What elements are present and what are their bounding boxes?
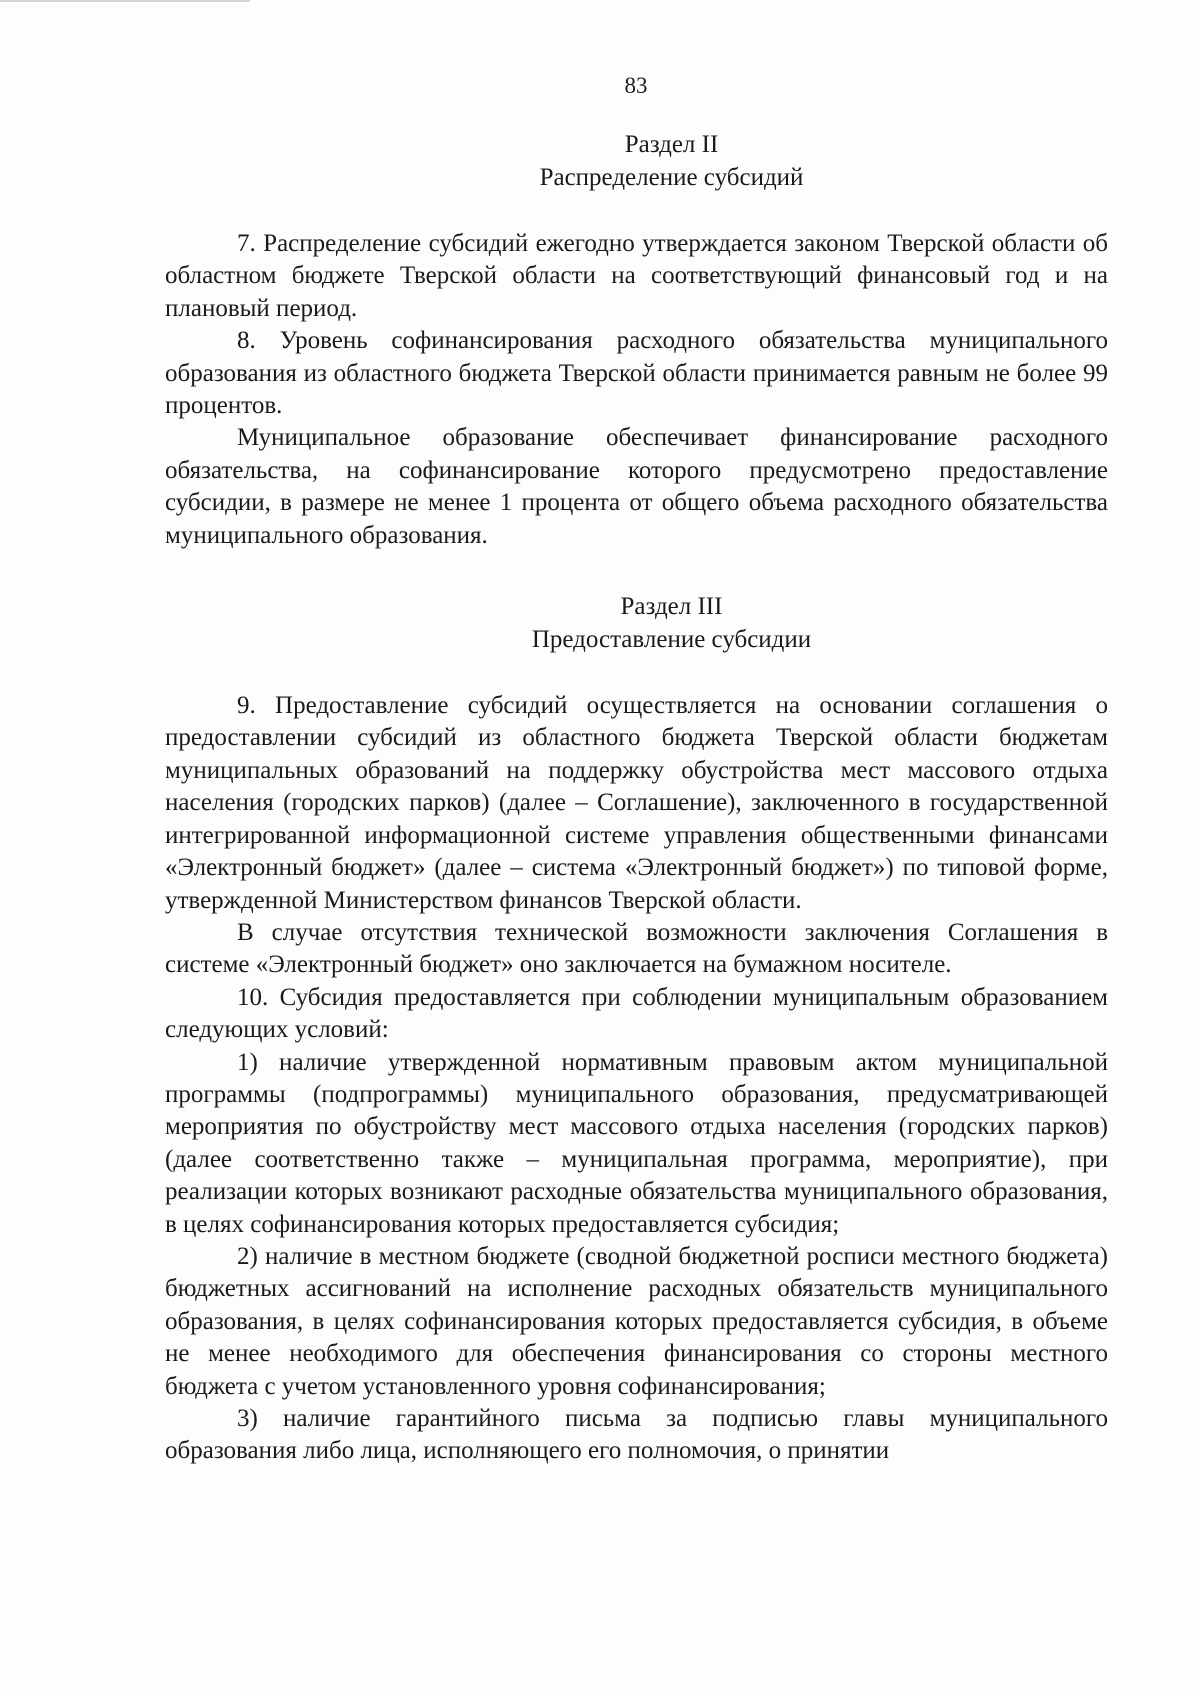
document-body — [165, 128, 1108, 1468]
section-3-header — [165, 590, 1108, 656]
page-number: 83 — [624, 73, 648, 98]
section-3-heading: Раздел III — [620, 593, 723, 621]
paragraph-8-cofinancing: Муниципальное образование обеспечивает финансирование расходного обязательства, на софинансирование которого предусмотрено предоставление субсидии, в размере не менее 1 процента от общего объема расходного обязательства муниципального образования. — [165, 424, 1108, 549]
condition-2: 2) наличие в местном бюджете (сводной бюджетной росписи местного бюджета) бюджетных ассигнований на исполнение расходных обязательств муниципального образования, в целях софинансирования которых предоставляется субсидия, в объеме не менее необходимого для обеспечения финансирования со стороны местного бюджета с учетом установленного уровня софинансирования; — [165, 1242, 1108, 1400]
section-3-body — [165, 690, 1108, 1468]
paragraph-9-paper: В случае отсутствия технической возможности заключения Соглашения в системе «Электронный бюджет» оно заключается на бумажном носителе. — [165, 918, 1108, 979]
paragraph-8: 8. Уровень софинансирования расходного обязательства муниципального образования из областного бюджета Тверской области принимается равным не более 99 процентов. — [165, 327, 1108, 420]
section-2-body — [165, 228, 1108, 552]
section-2-header — [165, 128, 1108, 194]
paragraph-7: 7. Распределение субсидий ежегодно утверждается законом Тверской области об областном бюджете Тверской области на соответствующий финансовый год и на плановый период. — [165, 230, 1108, 322]
condition-1: 1) наличие утвержденной нормативным правовым актом муниципальной программы (подпрограммы) муниципального образования, предусматривающей мероприятия по обустройству мест массового отдыха населения (городских парков) (далее соответственно также – муниципальная программа, мероприятие), при реализации которых возникают расходные обязательства муниципального образования, в целях софинансирования которых предоставляется субсидия; — [165, 1048, 1108, 1238]
section-gap — [165, 552, 1108, 590]
paragraph-10: 10. Субсидия предоставляется при соблюдении муниципальным образованием следующих условий: — [165, 983, 1108, 1044]
condition-3: 3) наличие гарантийного письма за подписью главы муниципального образования либо лица, исполняющего его полномочия, о принятии — [165, 1405, 1108, 1465]
section-2-heading: Раздел II — [624, 131, 719, 158]
section-2-title: Распределение субсидий — [539, 164, 804, 191]
paragraph-9: 9. Предоставление субсидий осуществляется на основании соглашения о предоставлении субсидий из областного бюджета Тверской области бюджетам муниципальных образований на поддержку обустройства мест массового отдыха населения (городских парков) (далее – Соглашение), заключенного в государственной интегрированной информационной системе управления общественными финансами «Электронный бюджет» (далее – система «Электронный бюджет») по типовой форме, утвержденной Министерством финансов Тверской области. — [165, 692, 1108, 914]
section-3-title: Предоставление субсидии — [531, 626, 812, 654]
scan-edge-line — [0, 0, 250, 2]
